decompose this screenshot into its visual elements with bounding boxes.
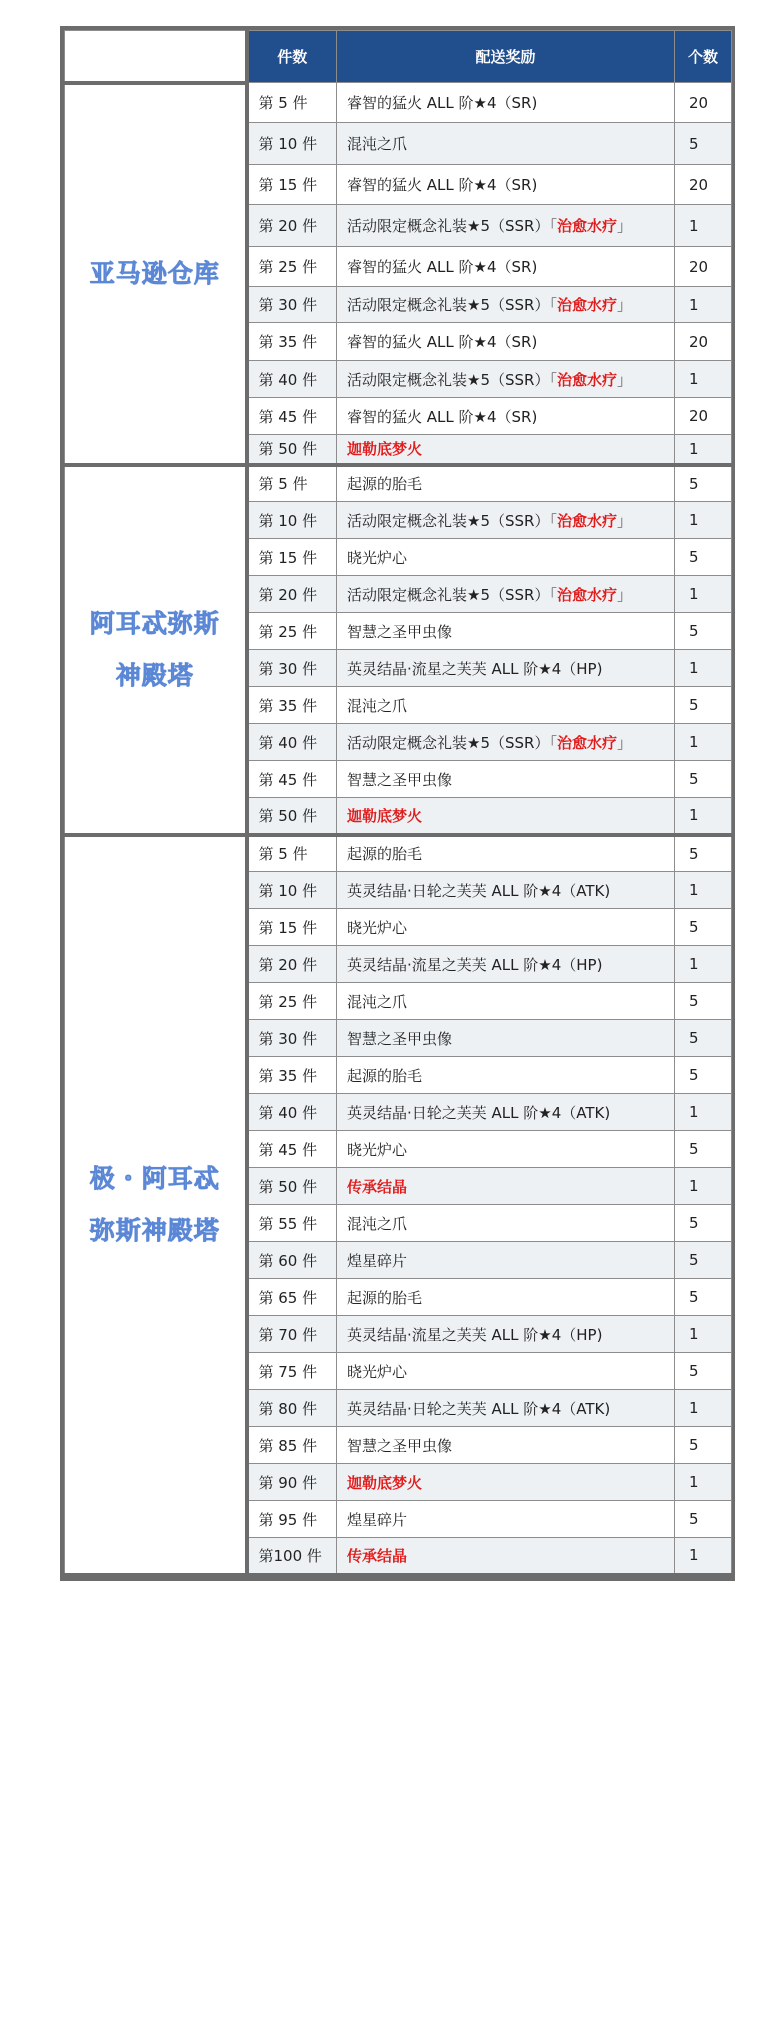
count-cell: 第 45 件 [247,398,337,435]
count-cell: 第100 件 [247,1538,337,1575]
section-name-line: 极・阿耳忒 [89,1163,220,1193]
quantity-cell: 1 [675,1464,732,1501]
count-cell: 第 95 件 [247,1501,337,1538]
quantity-cell: 1 [675,1538,732,1575]
reward-highlight-text: 迦勒底梦火 [347,806,423,825]
quantity-cell: 5 [675,1020,732,1057]
reward-cell [337,435,675,465]
count-cell: 第 15 件 [247,539,337,576]
reward-tail-text: 」 [616,733,632,752]
reward-text: 活动限定概念礼装★5（SSR）「 [347,370,557,389]
reward-text: 混沌之爪 [347,1214,408,1233]
reward-highlight-text: 治愈水疗 [556,733,617,752]
reward-text: 晓光炉心 [347,918,408,937]
quantity-cell: 5 [675,835,732,872]
quantity-cell: 1 [675,361,732,398]
quantity-cell: 5 [675,613,732,650]
reward-cell [337,398,675,435]
count-cell: 第 70 件 [247,1316,337,1353]
reward-tail-text: 」 [616,585,632,604]
quantity-cell: 5 [675,1057,732,1094]
table-row [65,835,732,872]
reward-cell [337,1131,675,1168]
quantity-cell: 1 [675,1390,732,1427]
quantity-cell: 1 [675,576,732,613]
count-cell: 第 5 件 [247,83,337,123]
reward-table-container [60,26,735,1581]
quantity-cell: 20 [675,83,732,123]
reward-cell [337,724,675,761]
reward-cell [337,465,675,502]
reward-text: 睿智的猛火 ALL 阶★4（SR) [347,176,538,194]
section-name-line: 神殿塔 [115,660,194,690]
reward-text: 起源的胎毛 [347,475,423,494]
count-cell: 第 30 件 [247,1020,337,1057]
count-cell: 第 80 件 [247,1390,337,1427]
count-cell: 第 25 件 [247,247,337,287]
reward-cell [337,1057,675,1094]
reward-table-body [65,83,732,1575]
reward-cell [337,650,675,687]
reward-tail-text: 」 [616,511,632,530]
quantity-cell: 5 [675,539,732,576]
count-cell: 第 75 件 [247,1353,337,1390]
quantity-cell: 5 [675,1353,732,1390]
count-cell: 第 35 件 [247,323,337,361]
count-cell: 第 20 件 [247,946,337,983]
quantity-cell: 5 [675,1427,732,1464]
quantity-cell: 1 [675,205,732,247]
count-cell: 第 15 件 [247,165,337,205]
quantity-cell: 5 [675,1501,732,1538]
quantity-cell: 1 [675,287,732,323]
count-cell: 第 5 件 [247,465,337,502]
reward-cell [337,1538,675,1575]
reward-text: 活动限定概念礼装★5（SSR）「 [347,296,557,314]
count-cell: 第 50 件 [247,798,337,835]
reward-text: 睿智的猛火 ALL 阶★4（SR) [347,333,538,351]
reward-text: 英灵结晶·日轮之芙芙 ALL 阶★4（ATK) [347,881,611,900]
reward-cell [337,1501,675,1538]
count-cell: 第 40 件 [247,724,337,761]
reward-cell [337,1020,675,1057]
count-cell: 第 55 件 [247,1205,337,1242]
reward-text: 睿智的猛火 ALL 阶★4（SR) [347,258,538,276]
quantity-cell: 5 [675,123,732,165]
count-cell: 第 50 件 [247,435,337,465]
count-cell: 第 40 件 [247,361,337,398]
quantity-cell: 20 [675,398,732,435]
reward-cell [337,1316,675,1353]
reward-text: 英灵结晶·日轮之芙芙 ALL 阶★4（ATK) [347,1399,611,1418]
header-blank-cell [65,31,247,83]
reward-highlight-text: 传承结晶 [347,1177,408,1196]
header-reward: 配送奖励 [337,31,675,83]
reward-cell [337,1242,675,1279]
reward-text: 活动限定概念礼装★5（SSR）「 [347,511,557,530]
reward-text: 睿智的猛火 ALL 阶★4（SR) [347,407,538,426]
reward-cell [337,983,675,1020]
quantity-cell: 5 [675,1131,732,1168]
header-row [65,31,732,83]
header-count: 件数 [247,31,337,83]
count-cell: 第 20 件 [247,576,337,613]
count-cell: 第 25 件 [247,613,337,650]
reward-tail-text: 」 [616,217,632,235]
reward-cell [337,247,675,287]
reward-text: 英灵结晶·流星之芙芙 ALL 阶★4（HP) [347,955,603,974]
count-cell: 第 40 件 [247,1094,337,1131]
reward-text: 英灵结晶·流星之芙芙 ALL 阶★4（HP) [347,659,603,678]
quantity-cell: 5 [675,465,732,502]
reward-text: 英灵结晶·流星之芙芙 ALL 阶★4（HP) [347,1325,603,1344]
reward-cell [337,1390,675,1427]
quantity-cell: 1 [675,946,732,983]
quantity-cell: 1 [675,1168,732,1205]
section-name-line: 弥斯神殿塔 [89,1215,220,1245]
count-cell: 第 45 件 [247,1131,337,1168]
quantity-cell: 5 [675,687,732,724]
reward-cell [337,761,675,798]
count-cell: 第 45 件 [247,761,337,798]
count-cell: 第 50 件 [247,1168,337,1205]
count-cell: 第 10 件 [247,502,337,539]
reward-text: 活动限定概念礼装★5（SSR）「 [347,585,557,604]
reward-highlight-text: 治愈水疗 [556,370,617,389]
quantity-cell: 1 [675,1316,732,1353]
header-num: 个数 [675,31,732,83]
count-cell: 第 35 件 [247,687,337,724]
section-name-cell [65,465,247,835]
section-name-line: 阿耳忒弥斯 [89,608,220,638]
count-cell: 第 90 件 [247,1464,337,1501]
reward-text: 煌星碎片 [347,1251,408,1270]
reward-cell [337,502,675,539]
reward-tail-text: 」 [616,296,632,314]
quantity-cell: 20 [675,247,732,287]
count-cell: 第 60 件 [247,1242,337,1279]
reward-highlight-text: 迦勒底梦火 [347,1473,423,1492]
reward-text: 晓光炉心 [347,548,408,567]
reward-cell [337,613,675,650]
count-cell: 第 15 件 [247,909,337,946]
reward-highlight-text: 治愈水疗 [556,296,617,314]
reward-cell [337,1353,675,1390]
quantity-cell: 1 [675,435,732,465]
quantity-cell: 5 [675,1242,732,1279]
reward-cell [337,539,675,576]
reward-text: 起源的胎毛 [347,1288,423,1307]
reward-text: 智慧之圣甲虫像 [347,1436,453,1455]
count-cell: 第 10 件 [247,123,337,165]
reward-cell [337,909,675,946]
reward-highlight-text: 治愈水疗 [556,585,617,604]
quantity-cell: 1 [675,724,732,761]
count-cell: 第 35 件 [247,1057,337,1094]
reward-cell [337,205,675,247]
reward-cell [337,576,675,613]
quantity-cell: 5 [675,1205,732,1242]
table-row [65,83,732,123]
reward-cell [337,946,675,983]
count-cell: 第 10 件 [247,872,337,909]
reward-cell [337,798,675,835]
quantity-cell: 5 [675,983,732,1020]
reward-highlight-text: 迦勒底梦火 [347,440,423,459]
reward-cell [337,287,675,323]
reward-cell [337,361,675,398]
reward-cell [337,165,675,205]
reward-text: 起源的胎毛 [347,845,423,864]
reward-cell [337,1168,675,1205]
reward-table [64,30,732,1577]
reward-tail-text: 」 [616,370,632,389]
quantity-cell: 5 [675,909,732,946]
reward-text: 晓光炉心 [347,1362,408,1381]
reward-cell [337,1279,675,1316]
reward-cell [337,1094,675,1131]
reward-cell [337,835,675,872]
reward-text: 混沌之爪 [347,135,408,153]
reward-cell [337,1464,675,1501]
quantity-cell: 5 [675,761,732,798]
reward-text: 睿智的猛火 ALL 阶★4（SR) [347,94,538,112]
quantity-cell: 20 [675,323,732,361]
reward-text: 煌星碎片 [347,1510,408,1529]
reward-cell [337,687,675,724]
quantity-cell: 1 [675,502,732,539]
reward-text: 智慧之圣甲虫像 [347,770,453,789]
reward-text: 晓光炉心 [347,1140,408,1159]
reward-text: 智慧之圣甲虫像 [347,622,453,641]
reward-highlight-text: 传承结晶 [347,1546,408,1565]
section-name-line: 亚马逊仓库 [89,258,220,288]
table-row [65,465,732,502]
count-cell: 第 5 件 [247,835,337,872]
count-cell: 第 65 件 [247,1279,337,1316]
count-cell: 第 30 件 [247,287,337,323]
reward-text: 智慧之圣甲虫像 [347,1029,453,1048]
count-cell: 第 85 件 [247,1427,337,1464]
reward-highlight-text: 治愈水疗 [556,511,617,530]
reward-cell [337,123,675,165]
reward-text: 混沌之爪 [347,992,408,1011]
reward-text: 活动限定概念礼装★5（SSR）「 [347,217,557,235]
section-name-cell [65,835,247,1575]
reward-text: 活动限定概念礼装★5（SSR）「 [347,733,557,752]
quantity-cell: 1 [675,1094,732,1131]
reward-highlight-text: 治愈水疗 [556,217,617,235]
reward-cell [337,323,675,361]
count-cell: 第 20 件 [247,205,337,247]
section-name-cell [65,83,247,465]
reward-cell [337,872,675,909]
reward-cell [337,1427,675,1464]
quantity-cell: 20 [675,165,732,205]
quantity-cell: 1 [675,798,732,835]
reward-text: 英灵结晶·日轮之芙芙 ALL 阶★4（ATK) [347,1103,611,1122]
reward-text: 混沌之爪 [347,696,408,715]
count-cell: 第 30 件 [247,650,337,687]
count-cell: 第 25 件 [247,983,337,1020]
quantity-cell: 5 [675,1279,732,1316]
reward-cell [337,83,675,123]
quantity-cell: 1 [675,650,732,687]
reward-text: 起源的胎毛 [347,1066,423,1085]
quantity-cell: 1 [675,872,732,909]
reward-cell [337,1205,675,1242]
